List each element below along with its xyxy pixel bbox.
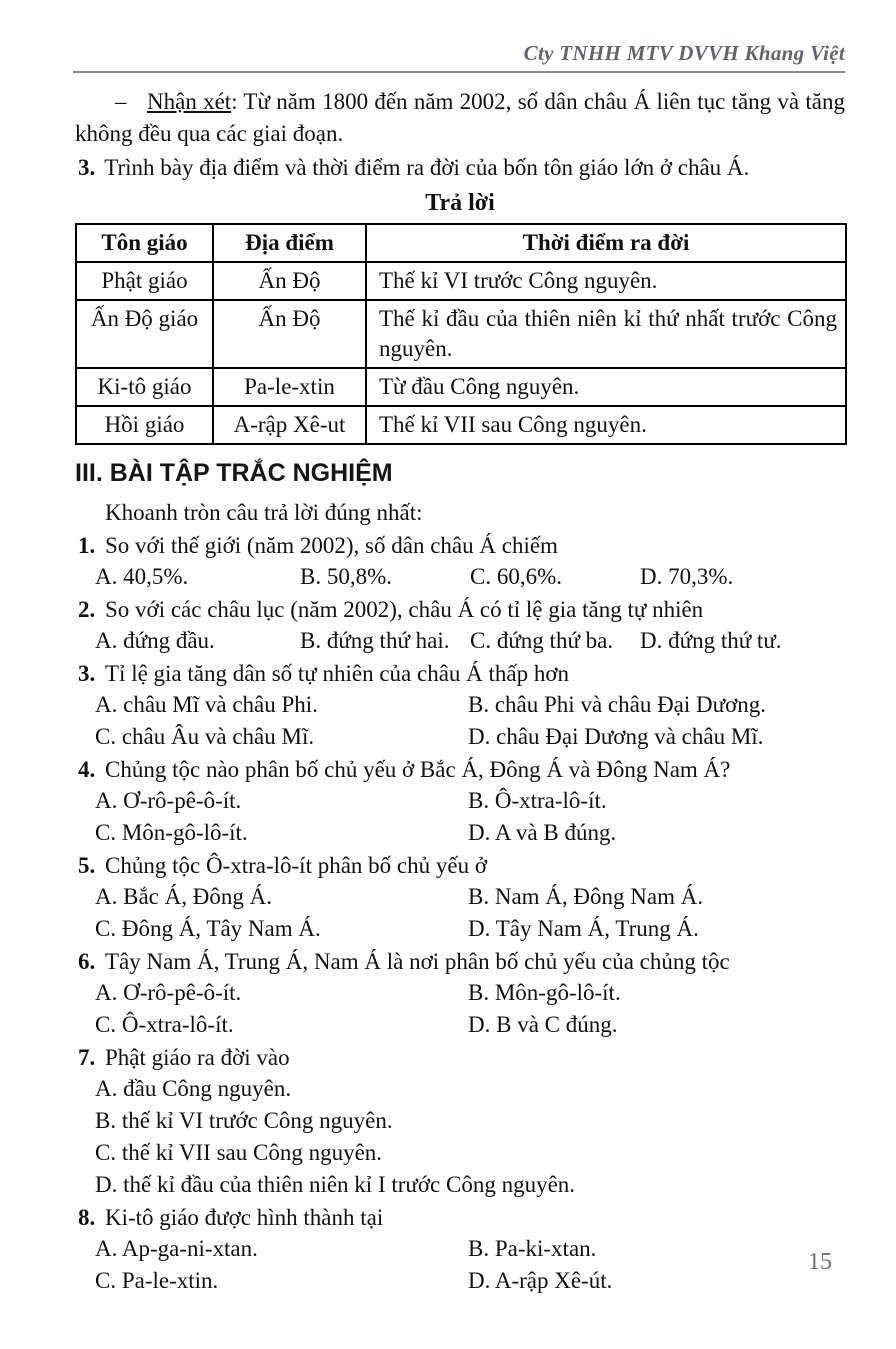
question-options (95, 561, 845, 592)
option-d: D. Tây Nam Á, Trung Á. (468, 916, 699, 941)
option-b: B. Môn-gô-lô-ít. (468, 980, 621, 1005)
cell-religion: Ki-tô giáo (76, 368, 213, 406)
question-text: So với các châu lục (năm 2002), châu Á có tỉ lệ gia tăng tự nhiên (105, 597, 704, 622)
question-text: Phật giáo ra đời vào (105, 1045, 290, 1070)
question-text: So với thế giới (năm 2002), số dân châu Á chiếm (105, 533, 558, 558)
question-number: 3. (78, 661, 96, 686)
question-options (95, 1233, 845, 1296)
option-b: B. Ô-xtra-lô-ít. (468, 788, 607, 813)
option-d: D. đứng thứ tư. (640, 628, 782, 653)
answer-table-row (76, 368, 846, 406)
option-b: B. thế kỉ VI trước Công nguyên. (95, 1108, 393, 1133)
question-item (75, 594, 845, 656)
question-options (95, 881, 845, 944)
option-c: C. Đông Á, Tây Nam Á. (95, 916, 321, 941)
option-a: A. Ơ-rô-pê-ô-ít. (95, 980, 242, 1005)
question-item (75, 946, 845, 1040)
question-text: Chủng tộc nào phân bố chủ yếu ở Bắc Á, Đông Á và Đông Nam Á? (105, 757, 731, 782)
note-text: : Từ năm 1800 đến năm 2002, số dân châu Á liên tục tăng và tăng không đều qua các giai đoạn. (75, 89, 845, 146)
answer-table-body (76, 262, 846, 444)
option-a: A. Ơ-rô-pê-ô-ít. (95, 788, 242, 813)
cell-place: Ấn Độ (213, 262, 366, 300)
option-c: C. 60,6%. (470, 564, 562, 589)
option-b: B. đứng thứ hai. (300, 628, 450, 653)
cell-time: Từ đầu Công nguyên. (366, 368, 846, 406)
answer-table-row (76, 406, 846, 444)
question-item (75, 658, 845, 752)
question-item (75, 1202, 845, 1296)
header-rule (73, 71, 845, 73)
option-b: B. Nam Á, Đông Nam Á. (468, 884, 704, 909)
question-options (95, 625, 845, 656)
option-c: C. Pa-le-xtin. (95, 1268, 219, 1293)
page-header (75, 40, 845, 73)
question-options (95, 785, 845, 848)
question-number: 7. (78, 1045, 96, 1070)
option-a: A. châu Mĩ và châu Phi. (95, 692, 318, 717)
option-d: D. A và B đúng. (468, 820, 617, 845)
cell-place: Pa-le-xtin (213, 368, 366, 406)
option-a: A. Ap-ga-ni-xtan. (95, 1236, 258, 1261)
question-text: Tây Nam Á, Trung Á, Nam Á là nơi phân bố chủ yếu của chủng tộc (105, 949, 730, 974)
cell-time: Thế kỉ VII sau Công nguyên. (366, 406, 846, 444)
option-b: B. châu Phi và châu Đại Dương. (468, 692, 767, 717)
option-c: C. đứng thứ ba. (470, 628, 614, 653)
header-company-name: Cty TNHH MTV DVVH Khang Việt (523, 41, 845, 65)
question-text: Chủng tộc Ô-xtra-lô-ít phân bố chủ yếu ở (105, 853, 487, 878)
answer-table-row (76, 262, 846, 300)
note-dash: – (115, 89, 127, 114)
question-list (75, 530, 845, 1296)
option-a: A. đầu Công nguyên. (95, 1076, 292, 1101)
option-d: D. A-rập Xê-út. (468, 1268, 613, 1293)
question-options (95, 977, 845, 1040)
option-a: A. Bắc Á, Đông Á. (95, 884, 272, 909)
question-text: Tỉ lệ gia tăng dân số tự nhiên của châu Á thấp hơn (105, 661, 570, 686)
cell-place: Ấn Độ (213, 300, 366, 368)
option-c: C. thế kỉ VII sau Công nguyên. (95, 1140, 383, 1165)
question-number: 8. (78, 1205, 96, 1230)
option-d: D. 70,3%. (640, 564, 734, 589)
question-3-number: 3. (78, 155, 96, 180)
option-c: C. Ô-xtra-lô-ít. (95, 1012, 234, 1037)
note-label: Nhận xét (147, 89, 232, 114)
answer-table-header-cell: Tôn giáo (76, 224, 213, 262)
question-item (75, 754, 845, 848)
answer-table-header-cell: Địa điểm (213, 224, 366, 262)
answer-title: Trả lời (425, 190, 495, 216)
cell-religion: Phật giáo (76, 262, 213, 300)
question-item (75, 530, 845, 592)
answer-table (75, 223, 847, 445)
question-number: 6. (78, 949, 96, 974)
question-number: 2. (78, 597, 96, 622)
question-text: Ki-tô giáo được hình thành tại (105, 1205, 384, 1230)
answer-table-header-cell: Thời điểm ra đời (366, 224, 846, 262)
option-d: D. thế kỉ đầu của thiên niên kỉ I trước Công nguyên. (95, 1172, 576, 1197)
option-d: D. châu Đại Dương và châu Mĩ. (468, 724, 764, 749)
option-c: C. châu Âu và châu Mĩ. (95, 724, 315, 749)
cell-place: A-rập Xê-ut (213, 406, 366, 444)
page-number: 15 (808, 1249, 832, 1275)
option-a: A. đứng đầu. (95, 628, 215, 653)
cell-time: Thế kỉ đầu của thiên niên kỉ thứ nhất trước Công nguyên. (366, 300, 846, 368)
question-number: 1. (78, 533, 96, 558)
question-3-prompt (78, 152, 845, 184)
question-number: 4. (78, 757, 96, 782)
question-item (75, 1042, 845, 1200)
answer-table-row (76, 300, 846, 368)
section-instruction: Khoanh tròn câu trả lời đúng nhất: (105, 500, 423, 525)
question-options (95, 1073, 845, 1200)
question-3-text: Trình bày địa điểm và thời điểm ra đời của bốn tôn giáo lớn ở châu Á. (104, 155, 750, 180)
option-a: A. 40,5%. (95, 564, 189, 589)
cell-time: Thế kỉ VI trước Công nguyên. (366, 262, 846, 300)
question-options (95, 689, 845, 752)
option-b: B. Pa-ki-xtan. (468, 1236, 597, 1261)
option-c: C. Môn-gô-lô-ít. (95, 820, 248, 845)
section-heading: III. BÀI TẬP TRẮC NGHIỆM (75, 459, 393, 487)
cell-religion: Hồi giáo (76, 406, 213, 444)
option-b: B. 50,8%. (300, 564, 392, 589)
option-d: D. B và C đúng. (468, 1012, 618, 1037)
answer-table-header-row (76, 224, 846, 262)
cell-religion: Ấn Độ giáo (76, 300, 213, 368)
note-paragraph (75, 86, 845, 150)
question-number: 5. (78, 853, 96, 878)
question-item (75, 850, 845, 944)
